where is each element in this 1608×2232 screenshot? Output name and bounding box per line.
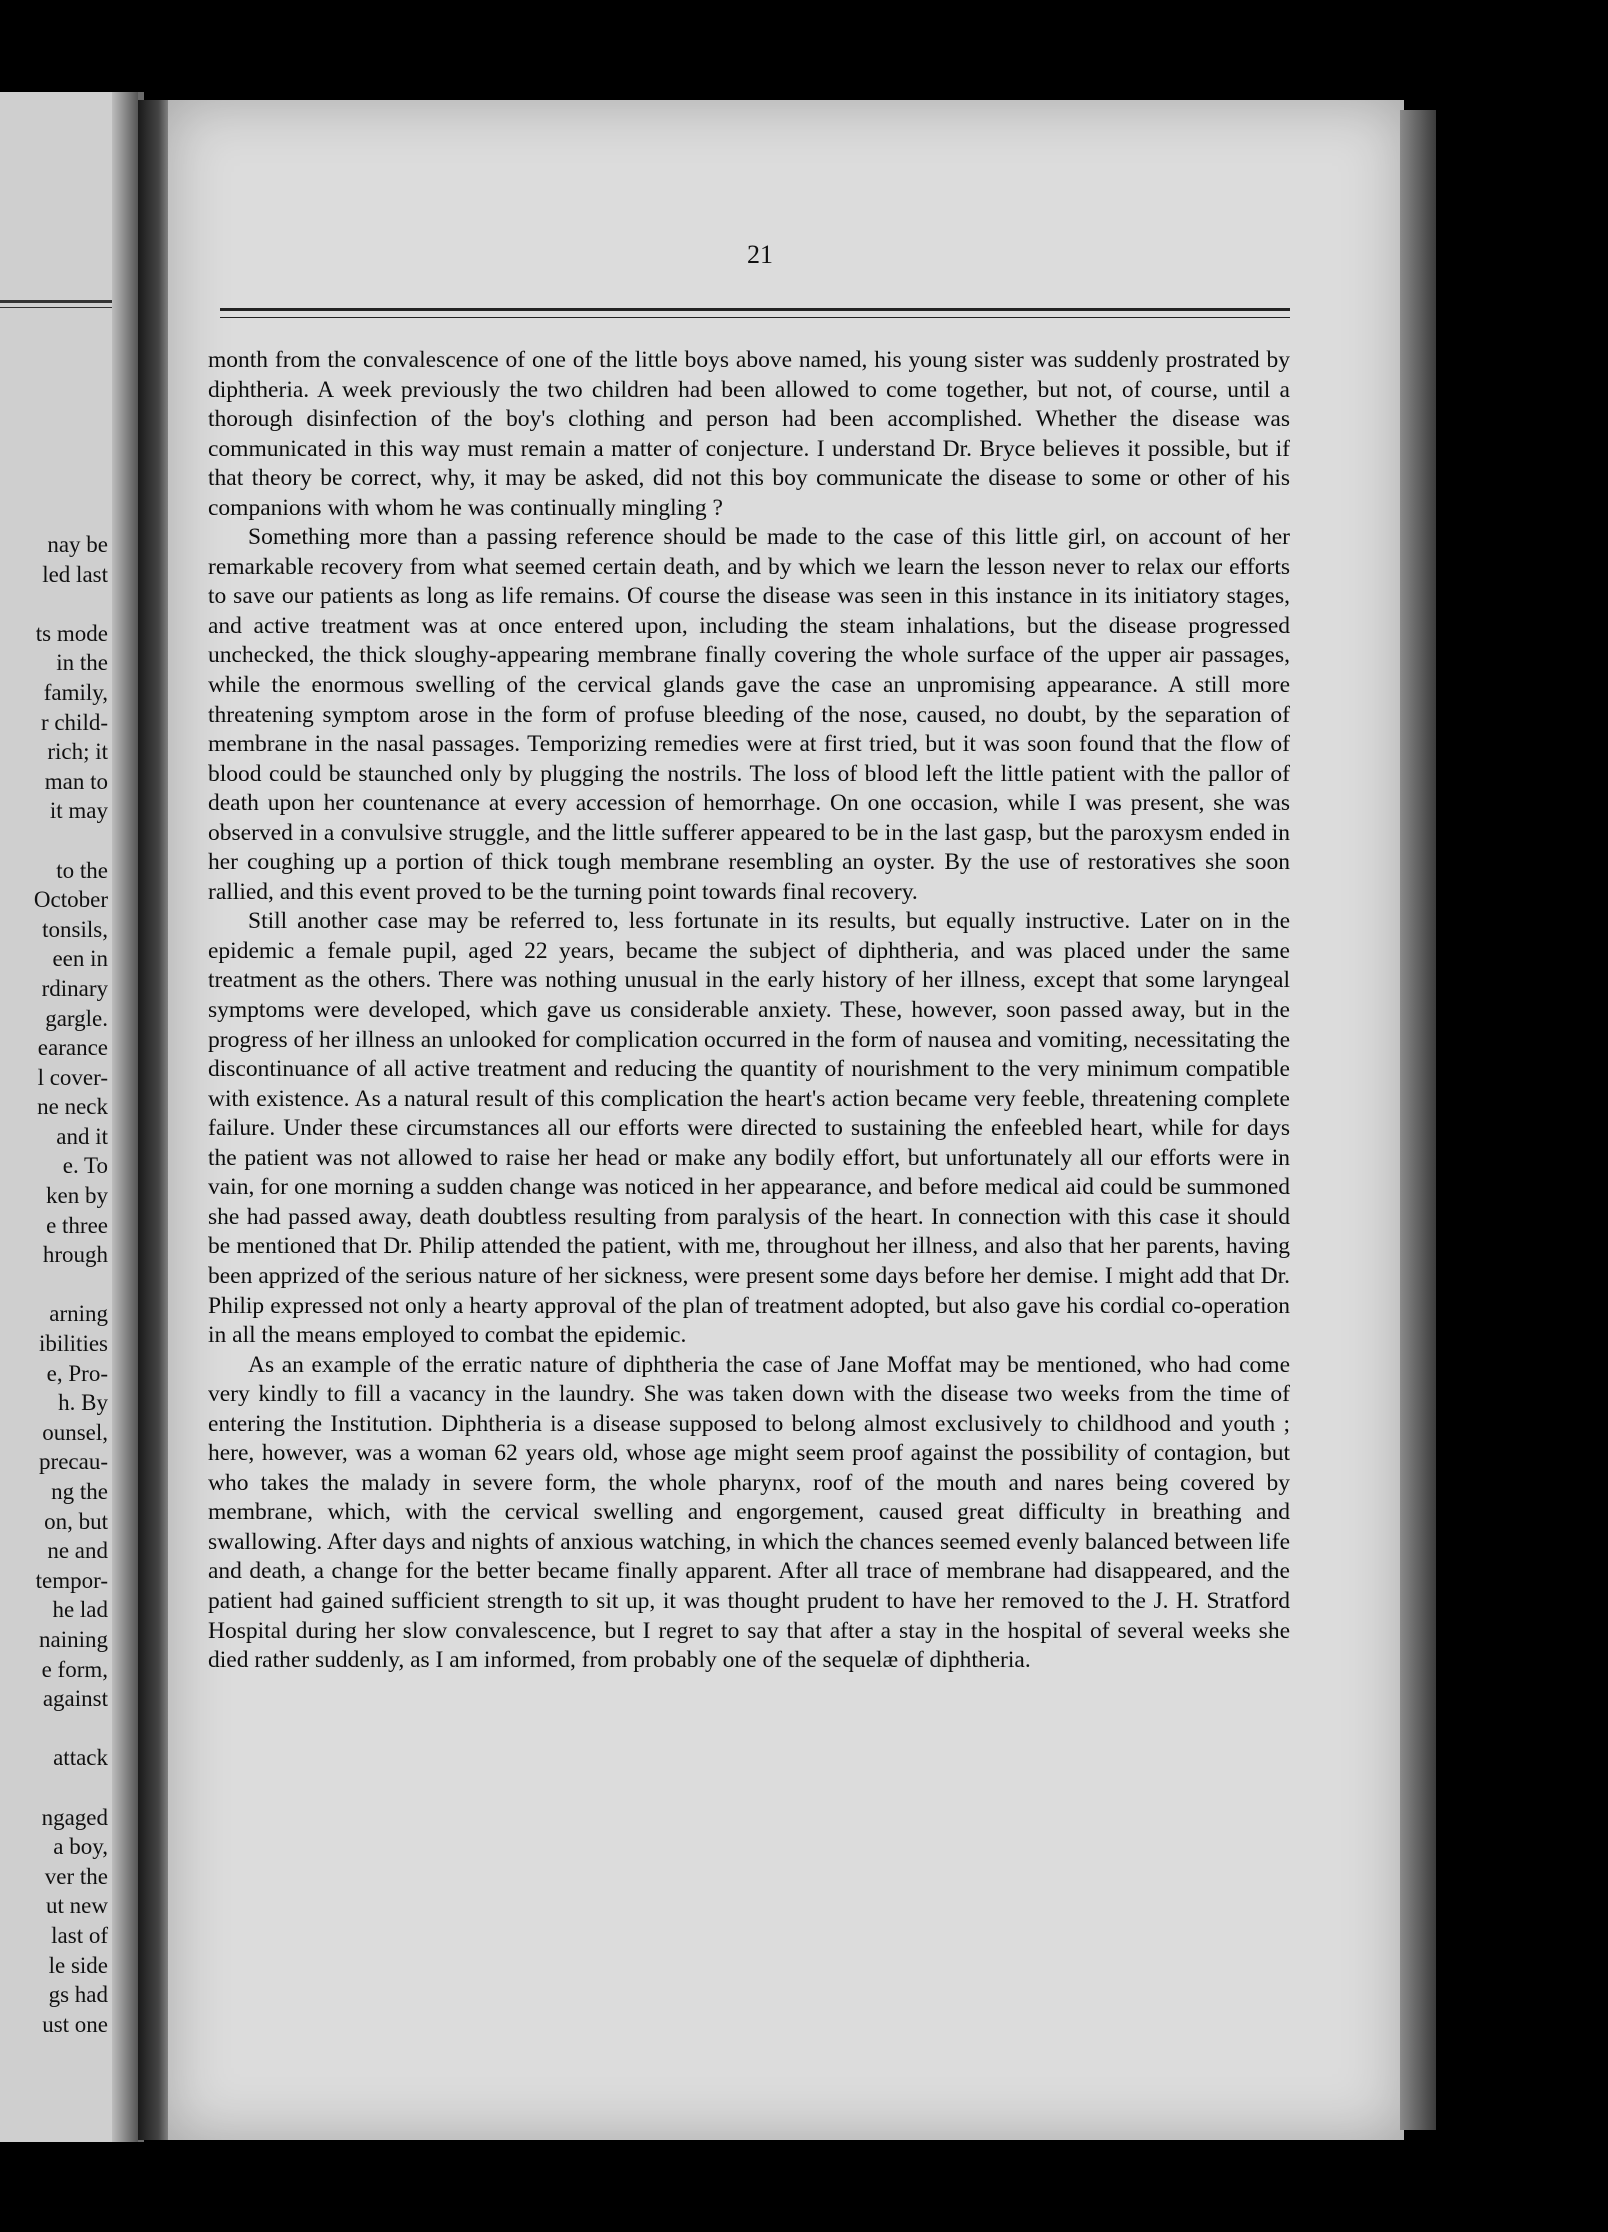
left-page-gutter: [112, 92, 138, 2142]
left-page-fragment: [0, 1773, 108, 1803]
left-page-fragment: ne and: [47, 1538, 108, 1564]
paragraph-2: Something more than a passing reference should be made to the case of this little girl, on account of her remarkable recovery from what seemed certain death, and by which we learn the lesson never to relax our efforts to save our patients as long as life remains. Of course the disease was seen in this instance in its initiatory stages, and active treatment was at once entered upon, including the steam inhalations, but the disease progressed unchecked, the thick sloughy-appearing membrane finally covering the whole surface of the upper air passages, while the enormous swelling of the cervical glands gave the case an unpromising appearance. A still more threatening symptom arose in the form of profuse bleeding of the nose, caused, no doubt, by the separation of membrane in the nasal passages. Temporizing remedies were at first tried, but it was soon found that the flow of blood could be staunched only by plugging the nostrils. The loss of blood left the little patient with the pallor of death upon her countenance at every accession of hemorrhage. On one occasion, while I was present, she was observed in a convulsive struggle, and the little sufferer appeared to be in the last gasp, but the paroxysm ended in her coughing up a portion of thick tough membrane resembling an oyster. By the use of restoratives she soon rallied, and this event proved to be the turning point towards final recovery.: [208, 524, 1290, 905]
left-page-fragment: ounsel,: [42, 1419, 108, 1445]
left-page-fragment: e three: [46, 1212, 108, 1238]
left-page-fragment: October: [33, 887, 108, 913]
left-page-fragment: man to: [44, 768, 108, 794]
left-page-fragment: rdinary: [41, 975, 108, 1001]
left-page-fragment: ne neck: [37, 1094, 108, 1120]
left-page-fragment: gs had: [48, 1982, 108, 2008]
left-page-fragment: rich; it: [47, 739, 108, 765]
left-page-fragment: [0, 589, 108, 619]
left-page-fragment: ngaged: [41, 1804, 108, 1830]
left-page-fragment: ut new: [46, 1893, 108, 1919]
left-page-fragment: and it: [56, 1123, 108, 1149]
left-page-fragment: on, but: [44, 1508, 108, 1534]
left-page-fragment: een in: [52, 946, 108, 972]
left-page-fragment: a boy,: [53, 1834, 108, 1860]
left-page-fragment: last of: [51, 1922, 108, 1948]
left-page-fragment: tempor-: [35, 1567, 108, 1593]
left-page-fragment: to the: [56, 857, 108, 883]
left-page-fragment: e form,: [41, 1656, 108, 1682]
left-page-fragment: led last: [42, 561, 108, 587]
left-page-fragment: arning: [49, 1301, 108, 1327]
left-page-fragment: e, Pro-: [46, 1360, 108, 1386]
left-page-fragment: ken by: [46, 1183, 108, 1209]
left-page-text-fragments: [0, 530, 108, 2039]
book-binding: [138, 100, 172, 2140]
left-page-fragment: earance: [37, 1035, 108, 1061]
left-page-fragment: it may: [49, 798, 108, 824]
left-page-fragment: attack: [53, 1745, 108, 1771]
left-page-fragment: h. By: [58, 1390, 108, 1416]
body-text: [208, 346, 1290, 1676]
left-page-fragment: [0, 1270, 108, 1300]
left-page-fragment: against: [42, 1686, 108, 1712]
left-page-fragment: l cover-: [37, 1064, 108, 1090]
left-page-fragment: ver the: [44, 1863, 108, 1889]
left-page-fragment: r child-: [40, 709, 108, 735]
left-page-fragment: ibilities: [39, 1331, 108, 1357]
left-page-fragment: [0, 826, 108, 856]
left-page-fragment: tonsils,: [42, 916, 108, 942]
paragraph-1: month from the convalescence of one of the little boys above named, his young sister was suddenly prostrated by diphtheria. A week previously the two children had been allowed to come together, but not, of course, until a thorough disinfection of the boy's clothing and person had been accomplished. Whether the disease was communicated in this way must remain a matter of conjecture. I understand Dr. Bryce believes it possible, but if that theory be correct, why, it may be asked, did not this boy communicate the disease to some or other of his companions with whom he was continually mingling ?: [208, 347, 1290, 521]
left-page-fragment: naining: [39, 1626, 108, 1652]
page-edge-shadow: [1400, 110, 1436, 2130]
left-page-fragment: nay be: [47, 532, 108, 557]
left-page-fragment: hrough: [42, 1242, 108, 1268]
header-rule: [220, 308, 1290, 318]
left-header-rule: [0, 300, 118, 308]
paragraph-3: Still another case may be referred to, less fortunate in its results, but equally instructive. Later on in the epidemic a female pupil, aged 22 years, became the subject of diphtheria, and was placed under the same treatment as the others. There was nothing unusual in the early history of her illness, except that some laryngeal symptoms were developed, which gave us considerable anxiety. These, however, soon passed away, but in the progress of her illness an unlooked for complication occurred in the form of nausea and vomiting, necessitating the discontinuance of all active treatment and reducing the quantity of nourishment to the very minimum compatible with existence. As a natural result of this complication the heart's action became very feeble, threatening complete failure. Under these circumstances all our efforts were directed to sustaining the enfeebled heart, while for days the patient was not allowed to raise her head or make any bodily effort, but unfortunately all our efforts were in vain, for one morning a sudden change was noticed in her appearance, and before medical aid could be summoned she had passed away, death doubtless resulting from paralysis of the heart. In connection with this case it should be mentioned that Dr. Philip attended the patient, with me, throughout her illness, and also that her parents, having been apprized of the serious nature of her sickness, were present some days before her demise. I might add that Dr. Philip expressed not only a hearty approval of the plan of treatment adopted, but also gave his cordial co-operation in all the means employed to combat the epidemic.: [208, 908, 1290, 1349]
left-page-fragment: gargle.: [45, 1005, 108, 1031]
left-page-fragment: family,: [43, 679, 108, 705]
paragraph-4: As an example of the erratic nature of diphtheria the case of Jane Moffat may be mentioned, who had come very kindly to fill a vacancy in the laundry. She was taken down with the disease two weeks from the time of entering the Institution. Diphtheria is a disease supposed to belong almost exclusively to childhood and youth ; here, however, was a woman 62 years old, whose age might seem proof against the possibility of contagion, but who takes the malady in severe form, the whole pharynx, roof of the mouth and nares being covered by membrane, which, with the cervical swelling and engorgement, caused great difficulty in breathing and swallowing. After days and nights of anxious watching, in which the chances seemed evenly balanced between life and death, a change for the better became finally apparent. After all trace of membrane had disappeared, and the patient had gained sufficient strength to sit up, it was thought prudent to have her removed to the J. H. Stratford Hospital during her slow convalescence, but I regret to say that after a stay in the hospital of several weeks she died rather suddenly, as I am informed, from probably one of the sequelæ of diphtheria.: [208, 1351, 1290, 1674]
left-page-fragment: [0, 1714, 108, 1744]
left-page-fragment: in the: [56, 650, 108, 676]
page-number: 21: [747, 240, 773, 269]
left-page-fragment: ust one: [42, 2011, 108, 2037]
left-facing-page: [0, 92, 144, 2142]
left-page-fragment: le side: [48, 1952, 108, 1978]
left-page-fragment: ng the: [51, 1479, 108, 1504]
left-page-fragment: precau-: [39, 1449, 108, 1475]
left-page-fragment: ts mode: [35, 620, 108, 646]
left-page-fragment: e. To: [62, 1153, 108, 1179]
left-page-fragment: he lad: [52, 1597, 108, 1623]
